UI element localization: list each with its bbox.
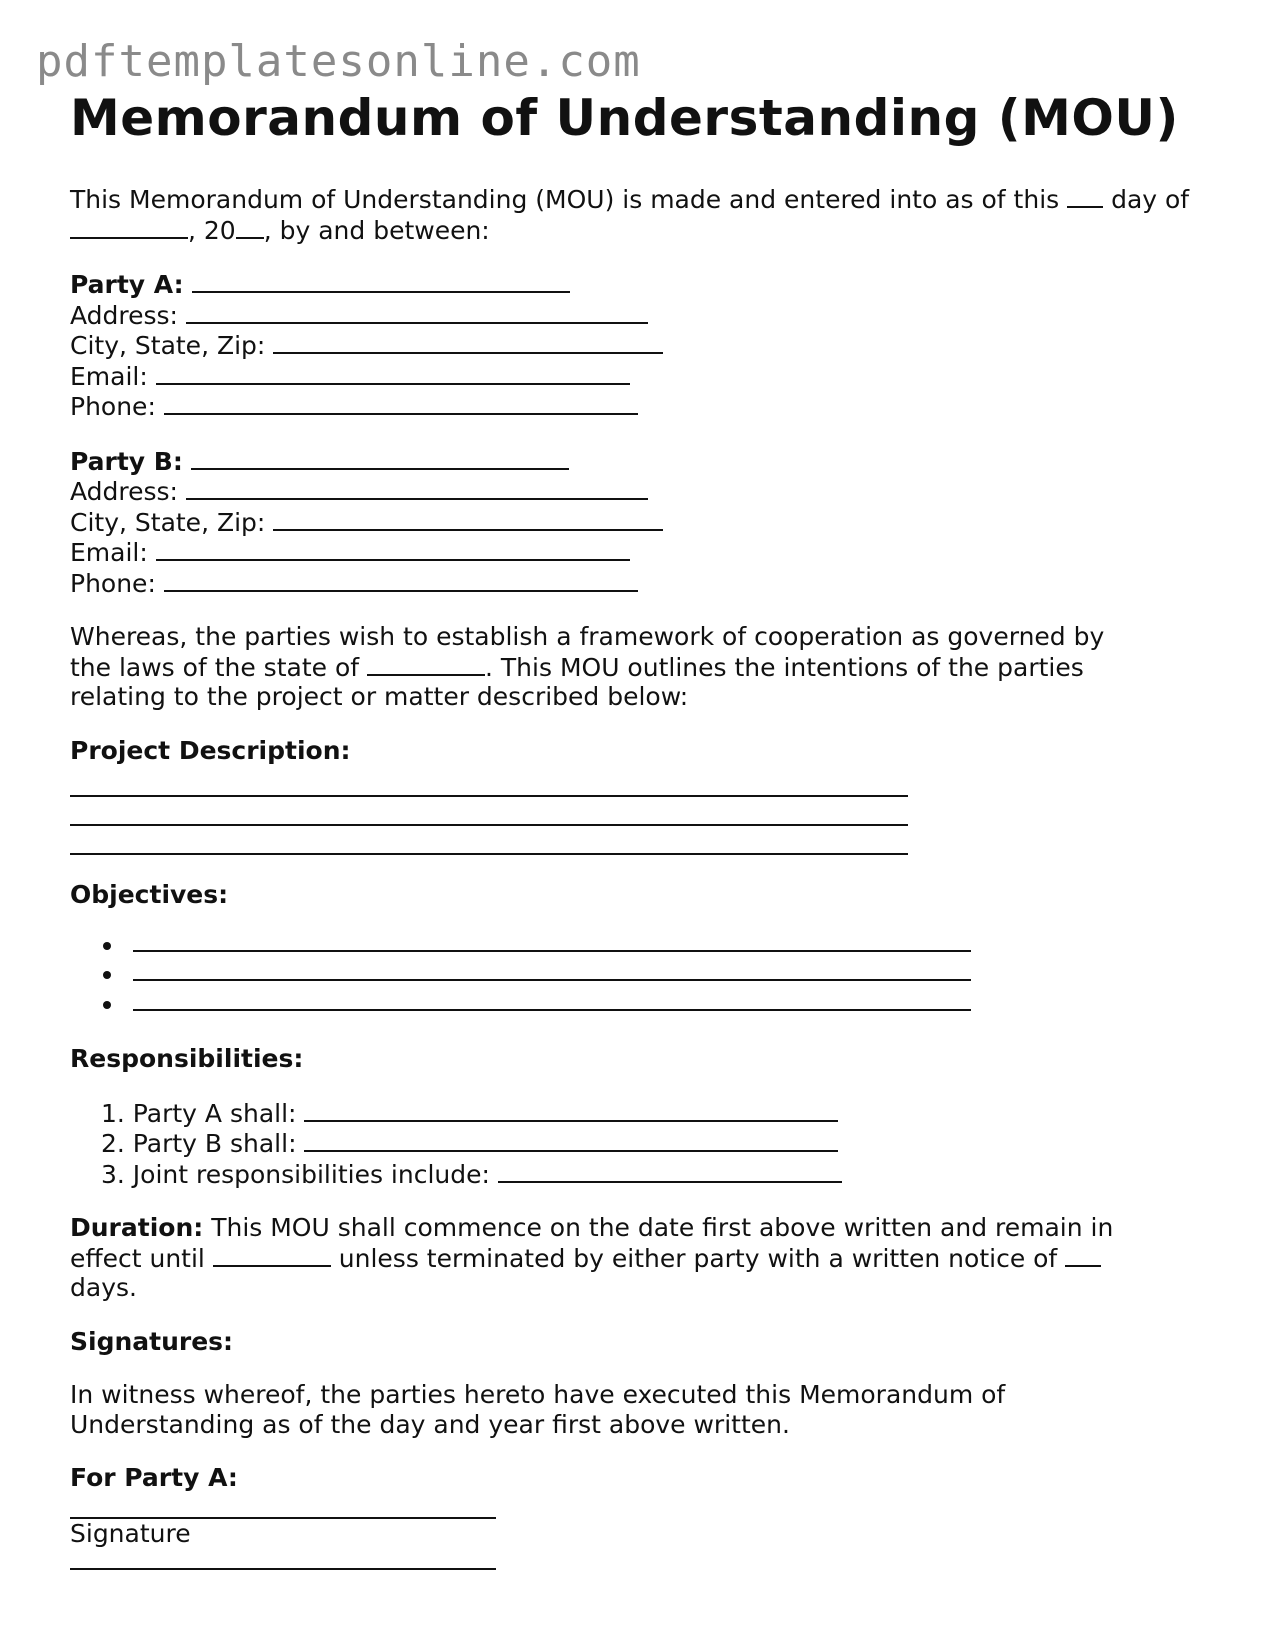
bullet-icon [103, 1001, 111, 1009]
intro-day-of: day of [1111, 185, 1190, 214]
party-a-email-field[interactable] [156, 361, 630, 385]
party-b-email-field[interactable] [156, 537, 630, 561]
duration-paragraph [70, 1213, 1150, 1303]
party-a-heading: Party A: [70, 270, 184, 299]
party-a-phone-label: Phone: [70, 392, 156, 421]
project-description-heading: Project Description: [70, 735, 351, 765]
party-b-heading: Party B: [70, 446, 183, 476]
responsibilities-list [70, 1098, 1220, 1190]
day-blank[interactable] [1067, 184, 1103, 208]
party-a-responsibility-field[interactable] [304, 1098, 838, 1122]
document-page [70, 88, 1220, 1570]
party-a-city-field[interactable] [273, 330, 663, 354]
intro-year-prefix: , 20 [188, 215, 236, 245]
objective-field[interactable] [133, 950, 971, 952]
party-a-address-label: Address: [70, 300, 178, 330]
objectives-list [70, 932, 1220, 1021]
party-b-name-field[interactable] [191, 446, 569, 470]
responsibility-item [70, 1159, 1220, 1190]
witness-paragraph: In witness whereof, the parties hereto have executed this Memorandum of Understanding as of the day and year first above written. [70, 1380, 1006, 1439]
joint-responsibility-field[interactable] [498, 1159, 842, 1183]
document-title: Memorandum of Understanding (MOU) [70, 89, 1179, 147]
party-b-email-label: Email: [70, 538, 148, 567]
intro-paragraph [70, 184, 1220, 245]
watermark: pdftemplatesonline.com [36, 36, 641, 87]
duration-text-continued: unless terminated by either party with a written notice of [338, 1243, 1058, 1273]
responsibility-item [70, 1098, 1220, 1129]
responsibility-item [70, 1128, 1220, 1159]
objective-item [70, 991, 1220, 1021]
signature-label: Signature [70, 1518, 191, 1548]
duration-heading: Duration: [70, 1213, 204, 1242]
end-date-blank[interactable] [213, 1243, 331, 1267]
party-a-name-line[interactable] [70, 1568, 496, 1570]
project-description-line[interactable] [70, 853, 908, 855]
responsibility-label: 2. Party B shall: [101, 1129, 297, 1158]
project-description-lines [70, 795, 1220, 855]
state-blank[interactable] [367, 652, 485, 676]
party-b-phone-field[interactable] [164, 568, 638, 592]
party-a-address-field[interactable] [186, 300, 648, 324]
duration-text: This MOU shall commence on the date first above written and remain in effect until [70, 1213, 1114, 1273]
party-b-address-label: Address: [70, 477, 178, 506]
intro-text: This Memorandum of Understanding (MOU) is made and entered into as of this [70, 185, 1060, 214]
year-blank[interactable] [236, 215, 264, 239]
notice-days-blank[interactable] [1065, 1243, 1101, 1267]
party-a-email-label: Email: [70, 361, 148, 391]
responsibilities-heading: Responsibilities: [70, 1044, 304, 1073]
party-b-city-field[interactable] [273, 507, 663, 531]
objective-item [70, 932, 1220, 962]
responsibility-label: 3. Joint responsibilities include: [101, 1159, 490, 1189]
signatures-heading: Signatures: [70, 1326, 234, 1356]
bullet-icon [103, 971, 111, 979]
objective-field[interactable] [133, 1009, 971, 1011]
project-description-line[interactable] [70, 795, 908, 797]
party-a-block [70, 269, 1220, 422]
whereas-paragraph [70, 622, 1150, 712]
party-b-phone-label: Phone: [70, 568, 156, 598]
project-description-line[interactable] [70, 824, 908, 826]
party-b-city-label: City, State, Zip: [70, 507, 266, 537]
month-blank[interactable] [70, 215, 188, 239]
party-b-responsibility-field[interactable] [304, 1128, 838, 1152]
party-b-block [70, 446, 1220, 599]
for-party-a-heading: For Party A: [70, 1463, 238, 1492]
whereas-text: Whereas, the parties wish to establish a framework of cooperation as governed by the laws of the state of [70, 622, 1105, 682]
intro-by-and-between: , by and between: [263, 215, 490, 245]
objectives-heading: Objectives: [70, 880, 229, 909]
duration-days: days. [70, 1273, 137, 1302]
responsibility-label: 1. Party A shall: [101, 1098, 297, 1128]
party-a-phone-field[interactable] [164, 391, 638, 415]
whereas-text-continued: . This MOU outlines the intentions of the parties relating to the project or matter described below: [70, 652, 1084, 711]
bullet-icon [103, 942, 111, 950]
party-b-address-field[interactable] [186, 476, 648, 500]
objective-field[interactable] [133, 979, 971, 981]
objective-item [70, 961, 1220, 991]
party-a-name-field[interactable] [192, 269, 570, 293]
party-a-city-label: City, State, Zip: [70, 331, 266, 360]
